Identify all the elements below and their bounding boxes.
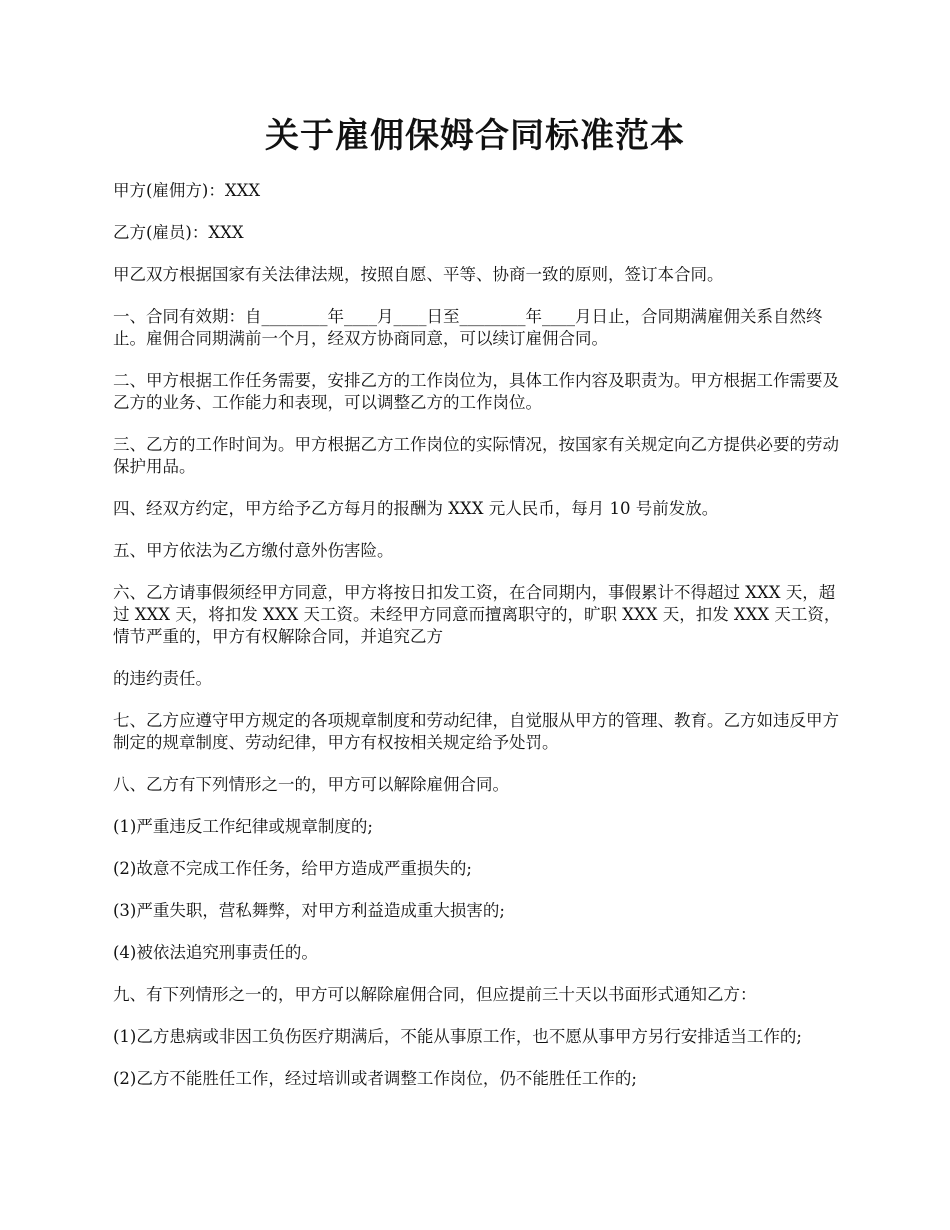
clause-4-paragraph: 四、经双方约定，甲方给予乙方每月的报酬为 XXX 元人民币，每月 10 号前发放。	[113, 499, 719, 518]
clause-7-paragraph: 七、乙方应遵守甲方规定的各项规章制度和劳动纪律，自觉服从甲方的管理、教育。乙方如违反甲方制定的规章制度、劳动纪律，甲方有权按相关规定给予处罚。	[113, 711, 839, 752]
clause-9-item-2: (2)乙方不能胜任工作，经过培训或者调整工作岗位，仍不能胜任工作的;	[113, 1069, 637, 1088]
clause-8-item-2: (2)故意不完成工作任务，给甲方造成严重损失的;	[113, 859, 472, 878]
party-b-line: 乙方(雇员)：XXX	[113, 223, 244, 242]
clause-2-paragraph: 二、甲方根据工作任务需要，安排乙方的工作岗位为，具体工作内容及职责为。甲方根据工作需要及乙方的业务、工作能力和表现，可以调整乙方的工作岗位。	[113, 371, 839, 412]
preamble-paragraph: 甲乙双方根据国家有关法律法规，按照自愿、平等、协商一致的原则，签订本合同。	[113, 265, 724, 284]
party-a-line: 甲方(雇佣方)：XXX	[113, 181, 261, 200]
clause-6-continuation: 的违约责任。	[113, 669, 212, 688]
clause-3-paragraph: 三、乙方的工作时间为。甲方根据乙方工作岗位的实际情况，按国家有关规定向乙方提供必要的劳动保护用品。	[113, 435, 839, 476]
clause-5-paragraph: 五、甲方依法为乙方缴付意外伤害险。	[113, 541, 394, 560]
clause-6-paragraph: 六、乙方请事假须经甲方同意，甲方将按日扣发工资，在合同期内，事假累计不得超过 XXX 天，超过 XXX 天，将扣发 XXX 天工资。未经甲方同意而擅离职守的，旷职 XXX 天，扣发 XXX 天工资，情节严重的，甲方有权解除合同，并追究乙方	[113, 583, 841, 646]
clause-9-item-1: (1)乙方患病或非因工负伤医疗期满后，不能从事原工作，也不愿从事甲方另行安排适当工作的;	[113, 1027, 802, 1046]
document-title: 关于雇佣保姆合同标准范本	[265, 116, 685, 156]
document-body	[113, 180, 843, 1110]
clause-8-item-3: (3)严重失职，营私舞弊，对甲方利益造成重大损害的;	[113, 901, 505, 920]
clause-8-item-1: (1)严重违反工作纪律或规章制度的;	[113, 817, 373, 836]
clause-8-paragraph: 八、乙方有下列情形之一的，甲方可以解除雇佣合同。	[113, 775, 509, 794]
clause-9-paragraph: 九、有下列情形之一的，甲方可以解除雇佣合同，但应提前三十天以书面形式通知乙方：	[113, 985, 757, 1004]
clause-1-paragraph: 一、合同有效期：自________年____月____日至________年____月日止，合同期满雇佣关系自然终止。雇佣合同期满前一个月，经双方协商同意，可以续订雇佣合同。	[113, 307, 823, 348]
clause-8-item-4: (4)被依法追究刑事责任的。	[113, 943, 318, 962]
